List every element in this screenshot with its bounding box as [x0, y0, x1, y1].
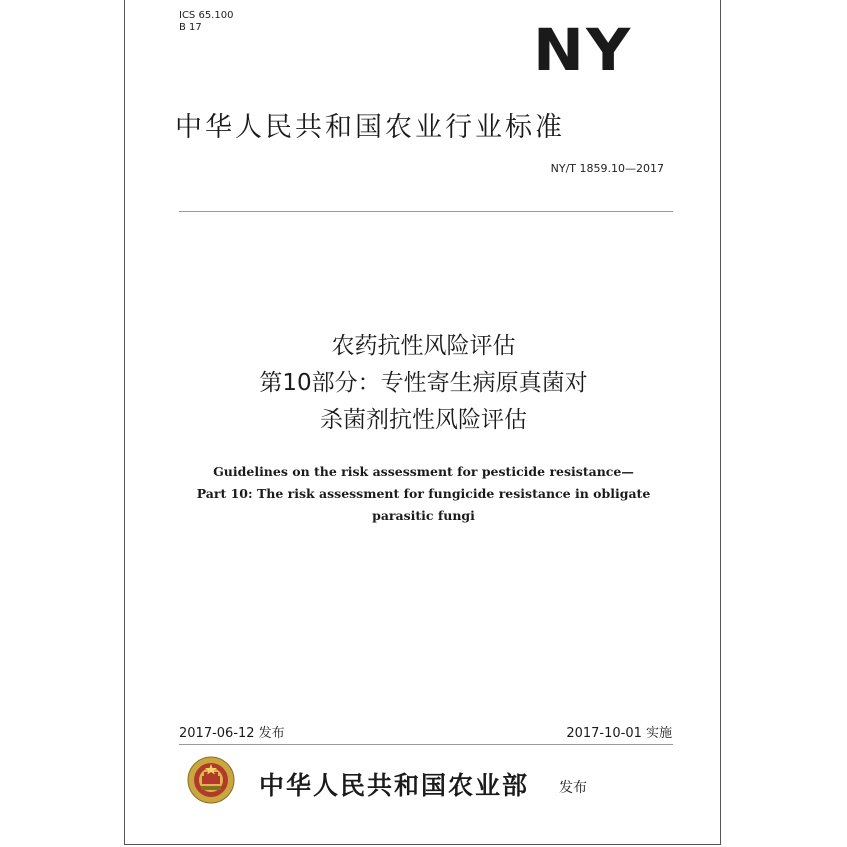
- national-emblem-icon: [187, 756, 235, 804]
- publish-date: 2017-06-12 发布: [179, 726, 285, 741]
- ny-logo: NY: [533, 16, 633, 84]
- standard-cover: [124, 0, 721, 845]
- issuer-name: 中华人民共和国农业部: [259, 771, 530, 800]
- top-divider: [179, 211, 673, 212]
- chinese-title: [125, 328, 722, 439]
- chinese-title-line-3: 杀菌剂抗性风险评估: [320, 407, 527, 433]
- chinese-title-line-2: 第10部分：专性寄生病原真菌对: [259, 370, 588, 396]
- bottom-divider: [179, 744, 673, 745]
- issuer-suffix: 发布: [559, 780, 587, 796]
- ics-code: ICS 65.100: [179, 10, 234, 21]
- standard-type-title: 中华人民共和国农业行业标准: [175, 112, 565, 143]
- class-code: B 17: [179, 22, 202, 33]
- english-title-line-2: Part 10: The risk assessment for fungicide resistance in obligate: [196, 486, 651, 501]
- english-title: [125, 461, 722, 527]
- standard-number: NY/T 1859.10—2017: [550, 162, 664, 175]
- implement-date: 2017-10-01 实施: [566, 726, 672, 741]
- english-title-line-3: parasitic fungi: [372, 508, 475, 523]
- classification-block: [179, 10, 233, 34]
- english-title-line-1: Guidelines on the risk assessment for pesticide resistance—: [213, 464, 634, 479]
- chinese-title-line-1: 农药抗性风险评估: [331, 333, 516, 359]
